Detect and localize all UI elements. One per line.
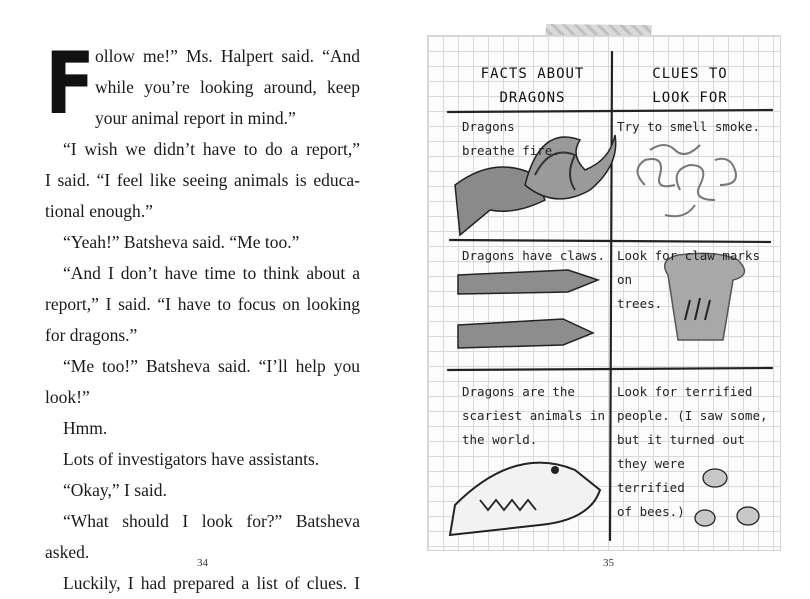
clue-line: Try to smell smoke. bbox=[617, 119, 760, 134]
column-header-facts bbox=[460, 62, 605, 110]
fact-line: Dragons bbox=[462, 119, 515, 134]
table-center-line bbox=[610, 52, 612, 540]
clue-line: trees. bbox=[617, 296, 663, 311]
clue-line: terrified bbox=[617, 480, 685, 495]
text-line: Hmm. bbox=[63, 418, 108, 438]
text-line: Luckily, I had prepared a list of clues. I bbox=[63, 573, 360, 593]
table-row-line bbox=[448, 110, 772, 112]
scary-dragon-icon bbox=[450, 463, 600, 535]
fact-line: scariest animals in bbox=[462, 408, 605, 423]
text-line: I said. “I feel like seeing animals is educa- bbox=[45, 170, 360, 190]
text-line: “I wish we didn’t have to do a report,” bbox=[63, 139, 360, 159]
fact-claws bbox=[462, 244, 605, 268]
text-line: “What should I look for?” Batsheva bbox=[63, 511, 360, 531]
table-row-line bbox=[448, 368, 772, 370]
fact-scary bbox=[462, 380, 605, 452]
fact-line: the world. bbox=[462, 432, 538, 447]
column-header-clues bbox=[615, 62, 765, 110]
text-line: asked. bbox=[45, 542, 90, 562]
clue-line: of bees.) bbox=[617, 504, 685, 519]
fact-line: breathe fire. bbox=[462, 143, 560, 158]
header-line: DRAGONS bbox=[499, 90, 566, 106]
header-line: LOOK FOR bbox=[652, 90, 728, 106]
claws-icon bbox=[458, 270, 598, 348]
clue-line: Look for claw marks bbox=[617, 248, 760, 263]
fact-line: Dragons have claws. bbox=[462, 248, 605, 263]
text-line: ollow me!” Ms. Halpert said. “And bbox=[95, 46, 360, 66]
fact-line: Dragons are the bbox=[462, 384, 575, 399]
clue-claw-marks bbox=[617, 244, 760, 316]
clue-line: they were bbox=[617, 456, 685, 471]
text-line: while you’re looking around, keep bbox=[95, 77, 360, 97]
page-number-left: 34 bbox=[197, 557, 208, 569]
clue-line: on bbox=[617, 272, 633, 287]
text-line: your animal report in mind.” bbox=[95, 108, 296, 128]
drop-cap: F bbox=[45, 34, 95, 134]
text-line: “Yeah!” Batsheva said. “Me too.” bbox=[63, 232, 300, 252]
text-line: tional enough.” bbox=[45, 201, 153, 221]
table-row-line bbox=[450, 240, 770, 242]
text-line: “Okay,” I said. bbox=[63, 480, 167, 500]
text-line: “And I don’t have time to think about a bbox=[63, 263, 360, 283]
text-line: for dragons.” bbox=[45, 325, 138, 345]
page-number-right: 35 bbox=[603, 557, 614, 569]
text-line: Lots of investigators have assistants. bbox=[63, 449, 320, 469]
text-line: look!” bbox=[45, 387, 90, 407]
fact-fire bbox=[462, 115, 560, 163]
header-line: FACTS ABOUT bbox=[480, 66, 585, 82]
smoke-icon bbox=[638, 145, 737, 216]
clue-line: people. (I saw some, bbox=[617, 408, 768, 423]
header-line: CLUES TO bbox=[652, 66, 728, 82]
clue-line: but it turned out bbox=[617, 432, 745, 447]
text-line: report,” I said. “I have to focus on looking bbox=[45, 294, 360, 314]
clue-line: Look for terrified bbox=[617, 384, 753, 399]
text-line: “Me too!” Batsheva said. “I’ll help you bbox=[63, 356, 360, 376]
clue-smoke bbox=[617, 115, 760, 139]
clue-terrified bbox=[617, 380, 768, 524]
